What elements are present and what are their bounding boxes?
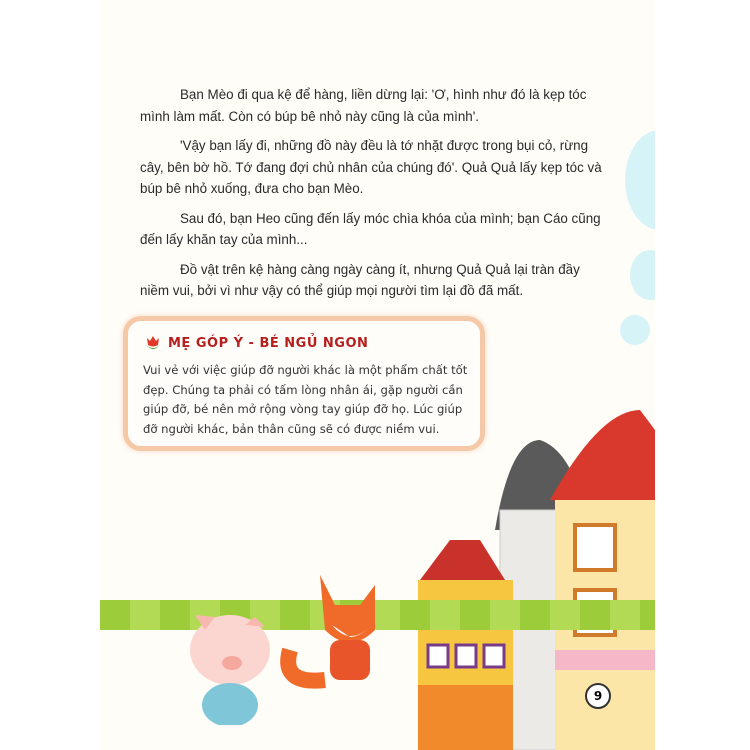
decorative-circle xyxy=(625,130,655,230)
story-paragraph: Bạn Mèo đi qua kệ để hàng, liền dừng lại: 'Ơ, hình như đó là kẹp tóc mình làm mất. Còn có búp bê nhỏ này cũng là của mình'. xyxy=(140,87,587,124)
decorative-circle xyxy=(620,315,650,345)
decorative-circle xyxy=(630,250,655,300)
page-number: 9 xyxy=(585,683,611,709)
animals-illustration xyxy=(160,555,420,725)
story-paragraph: Sau đó, bạn Heo cũng đến lấy móc chìa khóa của mình; bạn Cáo cũng đến lấy khăn tay của mình... xyxy=(140,210,601,247)
tip-body: Vui vẻ với việc giúp đỡ người khác là một phẩm chất tốt đẹp. Chúng ta phải có tấm lòng nhân ái, gặp người cần giúp đỡ, bé nên mở rộng vòng tay giúp đỡ họ. Lúc giúp đỡ người khác, bản thân cũng sẽ có được niềm vui. xyxy=(143,363,468,436)
flower-icon xyxy=(144,335,162,351)
story-paragraph: 'Vậy bạn lấy đi, những đồ này đều là tớ nhặt được trong bụi cỏ, rừng cây, bên bờ hồ. Tớ đang đợi chủ nhân của chúng đó'. Quả Quả lấy kẹp tóc và búp bê nhỏ xuống, đưa cho bạn Mèo. xyxy=(140,138,602,196)
tip-heading xyxy=(144,335,368,351)
story-paragraph: Đồ vật trên kệ hàng càng ngày càng ít, nhưng Quả Quả lại tràn đầy niềm vui, bởi vì như vậy có thể giúp mọi người tìm lại đồ đã mất. xyxy=(140,261,580,298)
parent-tip-box xyxy=(123,316,485,451)
tip-title: MẸ GÓP Ý - BÉ NGỦ NGON xyxy=(168,335,369,351)
story-text xyxy=(140,84,612,310)
book-page xyxy=(100,0,655,750)
